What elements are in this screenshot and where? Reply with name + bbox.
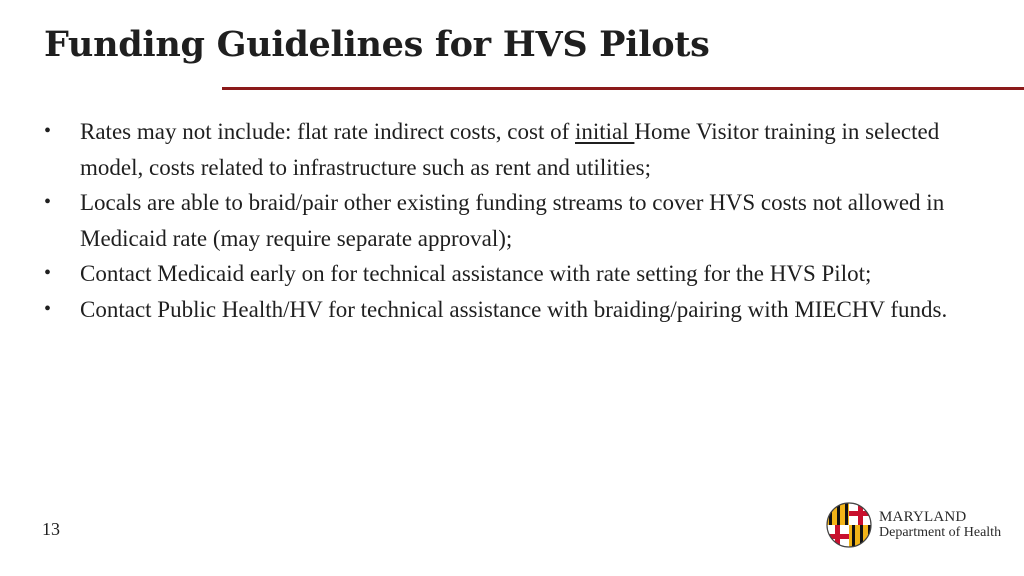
bullet-icon: •	[44, 297, 52, 320]
bullet-list	[44, 114, 994, 327]
bullet-text-underlined: initial	[575, 119, 635, 144]
bullet-item	[44, 185, 994, 256]
bullet-text: Locals are able to braid/pair other existing funding streams to cover HVS costs not allowed in Medicaid rate (may require separate approval);	[80, 190, 945, 251]
bullet-item	[44, 292, 994, 328]
bullet-icon: •	[44, 191, 52, 213]
bullet-item	[44, 256, 994, 292]
bullet-text: Contact Medicaid early on for technical assistance with rate setting for the HVS Pilot;	[80, 261, 872, 286]
maryland-department-of-health-logo	[826, 502, 1012, 548]
title-underline-rule	[222, 87, 1024, 90]
page-number: 13	[42, 519, 60, 539]
bullet-text: Contact Public Health/HV for technical assistance with braiding/pairing with MIECHV funds.	[80, 296, 948, 322]
logo-line-maryland: MARYLAND	[879, 509, 967, 525]
slide-title: Funding Guidelines for HVS Pilots	[44, 24, 710, 65]
bullet-icon: •	[44, 262, 52, 284]
bullet-text: Home Visitor training in selected model, costs related to infrastructure such as rent and utilities;	[80, 119, 940, 180]
bullet-icon: •	[44, 120, 52, 142]
bullet-item	[44, 114, 994, 185]
logo-line-department: Department of Health	[879, 525, 1002, 540]
maryland-flag-seal-icon	[826, 502, 872, 548]
bullet-text: Rates may not include: flat rate indirect costs, cost of	[80, 119, 575, 144]
